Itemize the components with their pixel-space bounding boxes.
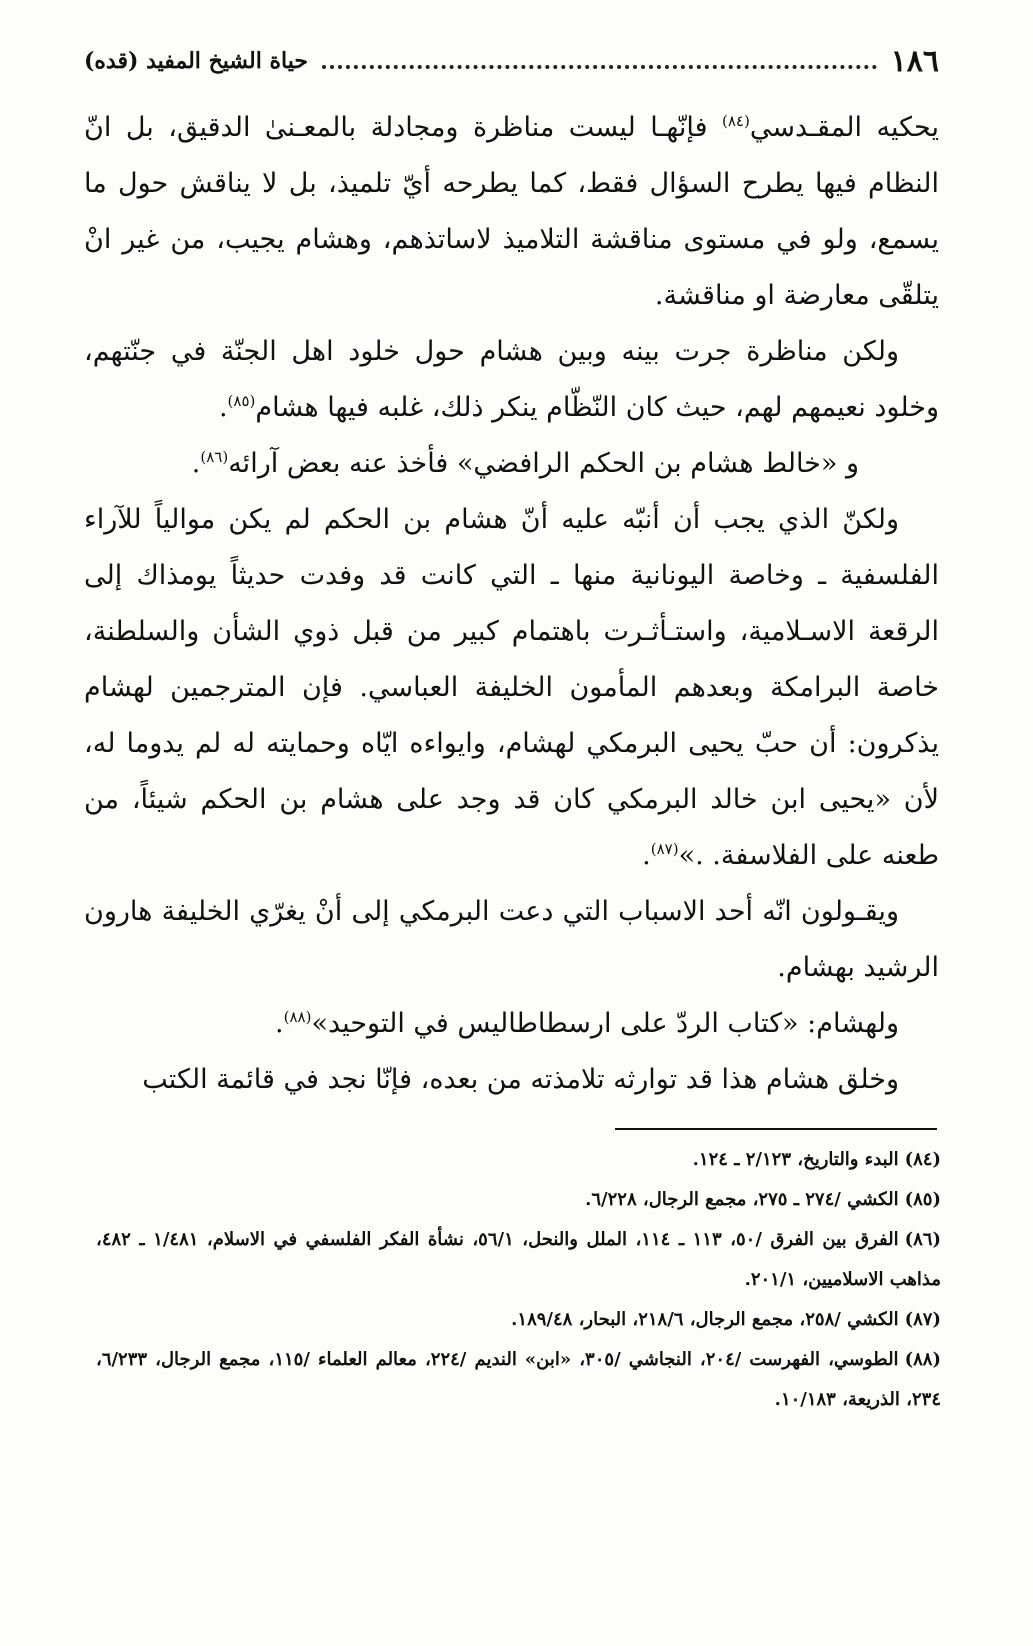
footnote-ref: (٨٨) (283, 1008, 312, 1026)
footnotes (96, 1140, 941, 1420)
footnote: (٨٦)الفرق بين الفرق /٥٠، ١١٣ ـ ١١٤، الملل والنحل، ٥٦/١، نشأة الفكر الفلسفي في الاسلام، ١/٤٨١ ـ ٤٨٢، مذاهب الاسلاميين، ٢٠١/١. (96, 1229, 941, 1290)
paragraph: ولكن مناظرة جرت بينه وبين هشام حول خلود اهل الجنّة في جنّتهم، وخلود نعيمهم لهم، حيث كان النّظّام ينكر ذلك، غلبه فيها هشام$^{(٨٥)}$. (84, 336, 939, 423)
paragraph: وخلق هشام هذا قد توارثه تلامذته من بعده، فإنّا نجد في قائمة الكتب (142, 1064, 899, 1095)
footnote-ref: (٨٤) (721, 112, 750, 130)
footnote: (٨٥)الكشي /٢٧٤ ـ ٢٧٥، مجمع الرجال، ٦/٢٢٨. (585, 1189, 941, 1210)
page-number: ١٨٦ (890, 43, 939, 79)
footnote-ref: (٨٥) (227, 392, 256, 410)
page-header (84, 38, 939, 84)
footnote-ref: (٨٦) (200, 448, 229, 466)
paragraph: ولكنّ الذي يجب أن أنبّه عليه أنّ هشام بن الحكم لم يكن موالياً للآراء الفلسفية ـ وخاصة اليونانية منها ـ التي كانت قد وفدت حديثاً يومذاك إلى الرقعة الاسـلامية، واستـأثـرت باهتمام كبير من قبل ذوي الشأن والسلطنة، خاصة البرامكة وبعدهم المأمون الخليفة العباسي. فإن المترجمين لهشام يذكرون: أن حبّ يحيى البرمكي لهشام، وايواءه ايّاه وحمايته له لم يدوما له، لأن «يحيى ابن خالد البرمكي كان قد وجد على هشام بن الحكم شيئاً، من طعنه على الفلاسفة. .»$^{(٨٧)}$. (84, 504, 939, 871)
main-text (84, 100, 939, 1108)
paragraph: ويقـولون انّه أحد الاسباب التي دعت البرمكي إلى أنْ يغرّي الخليفة هارون الرشيد بهشام. (84, 896, 939, 983)
footnote: (٨٤)البدء والتاريخ، ٢/١٢٣ ـ ١٢٤. (692, 1149, 941, 1170)
paragraph: ولهشام: «كتاب الردّ على ارسطاطاليس في التوحيد»$^{(٨٨)}$. (275, 1008, 899, 1039)
footnote-ref: (٨٧) (650, 840, 679, 858)
running-title: حياة الشيخ المفيد (قده) (84, 48, 308, 74)
header-leader-dots (322, 65, 877, 69)
footnote-divider (615, 1128, 937, 1130)
footnote: (٨٨)الطوسي، الفهرست /٢٠٤، النجاشي /٣٠٥، «ابن» النديم /٢٢٤، معالم العلماء /١١٥، مجمع الرجال، ٦/٢٣٣، ٢٣٤، الذريعة، ١٠/١٨٣. (96, 1349, 941, 1410)
footnote: (٨٧)الكشي /٢٥٨، مجمع الرجال، ٢١٨/٦، البحار، ١٨٩/٤٨. (511, 1309, 941, 1330)
paragraph: و «خالط هشام بن الحكم الرافضي» فأخذ عنه بعض آرائه$^{(٨٦)}$. (191, 448, 859, 479)
paragraph: يحكيه المقـدسي$^{(٨٤)}$ فإنّهـا ليست مناظرة ومجادلة بالمعـنىٰ الدقيق، بل انّ النظام فيها يطرح السؤال فقط، كما يطرحه أيّ تلميذ، بل لا يناقش حول ما يسمع، ولو في مستوى مناقشة التلاميذ لاساتذهم، وهشام يجيب، من غير انْ يتلقّى معارضة او مناقشة. (84, 112, 939, 311)
